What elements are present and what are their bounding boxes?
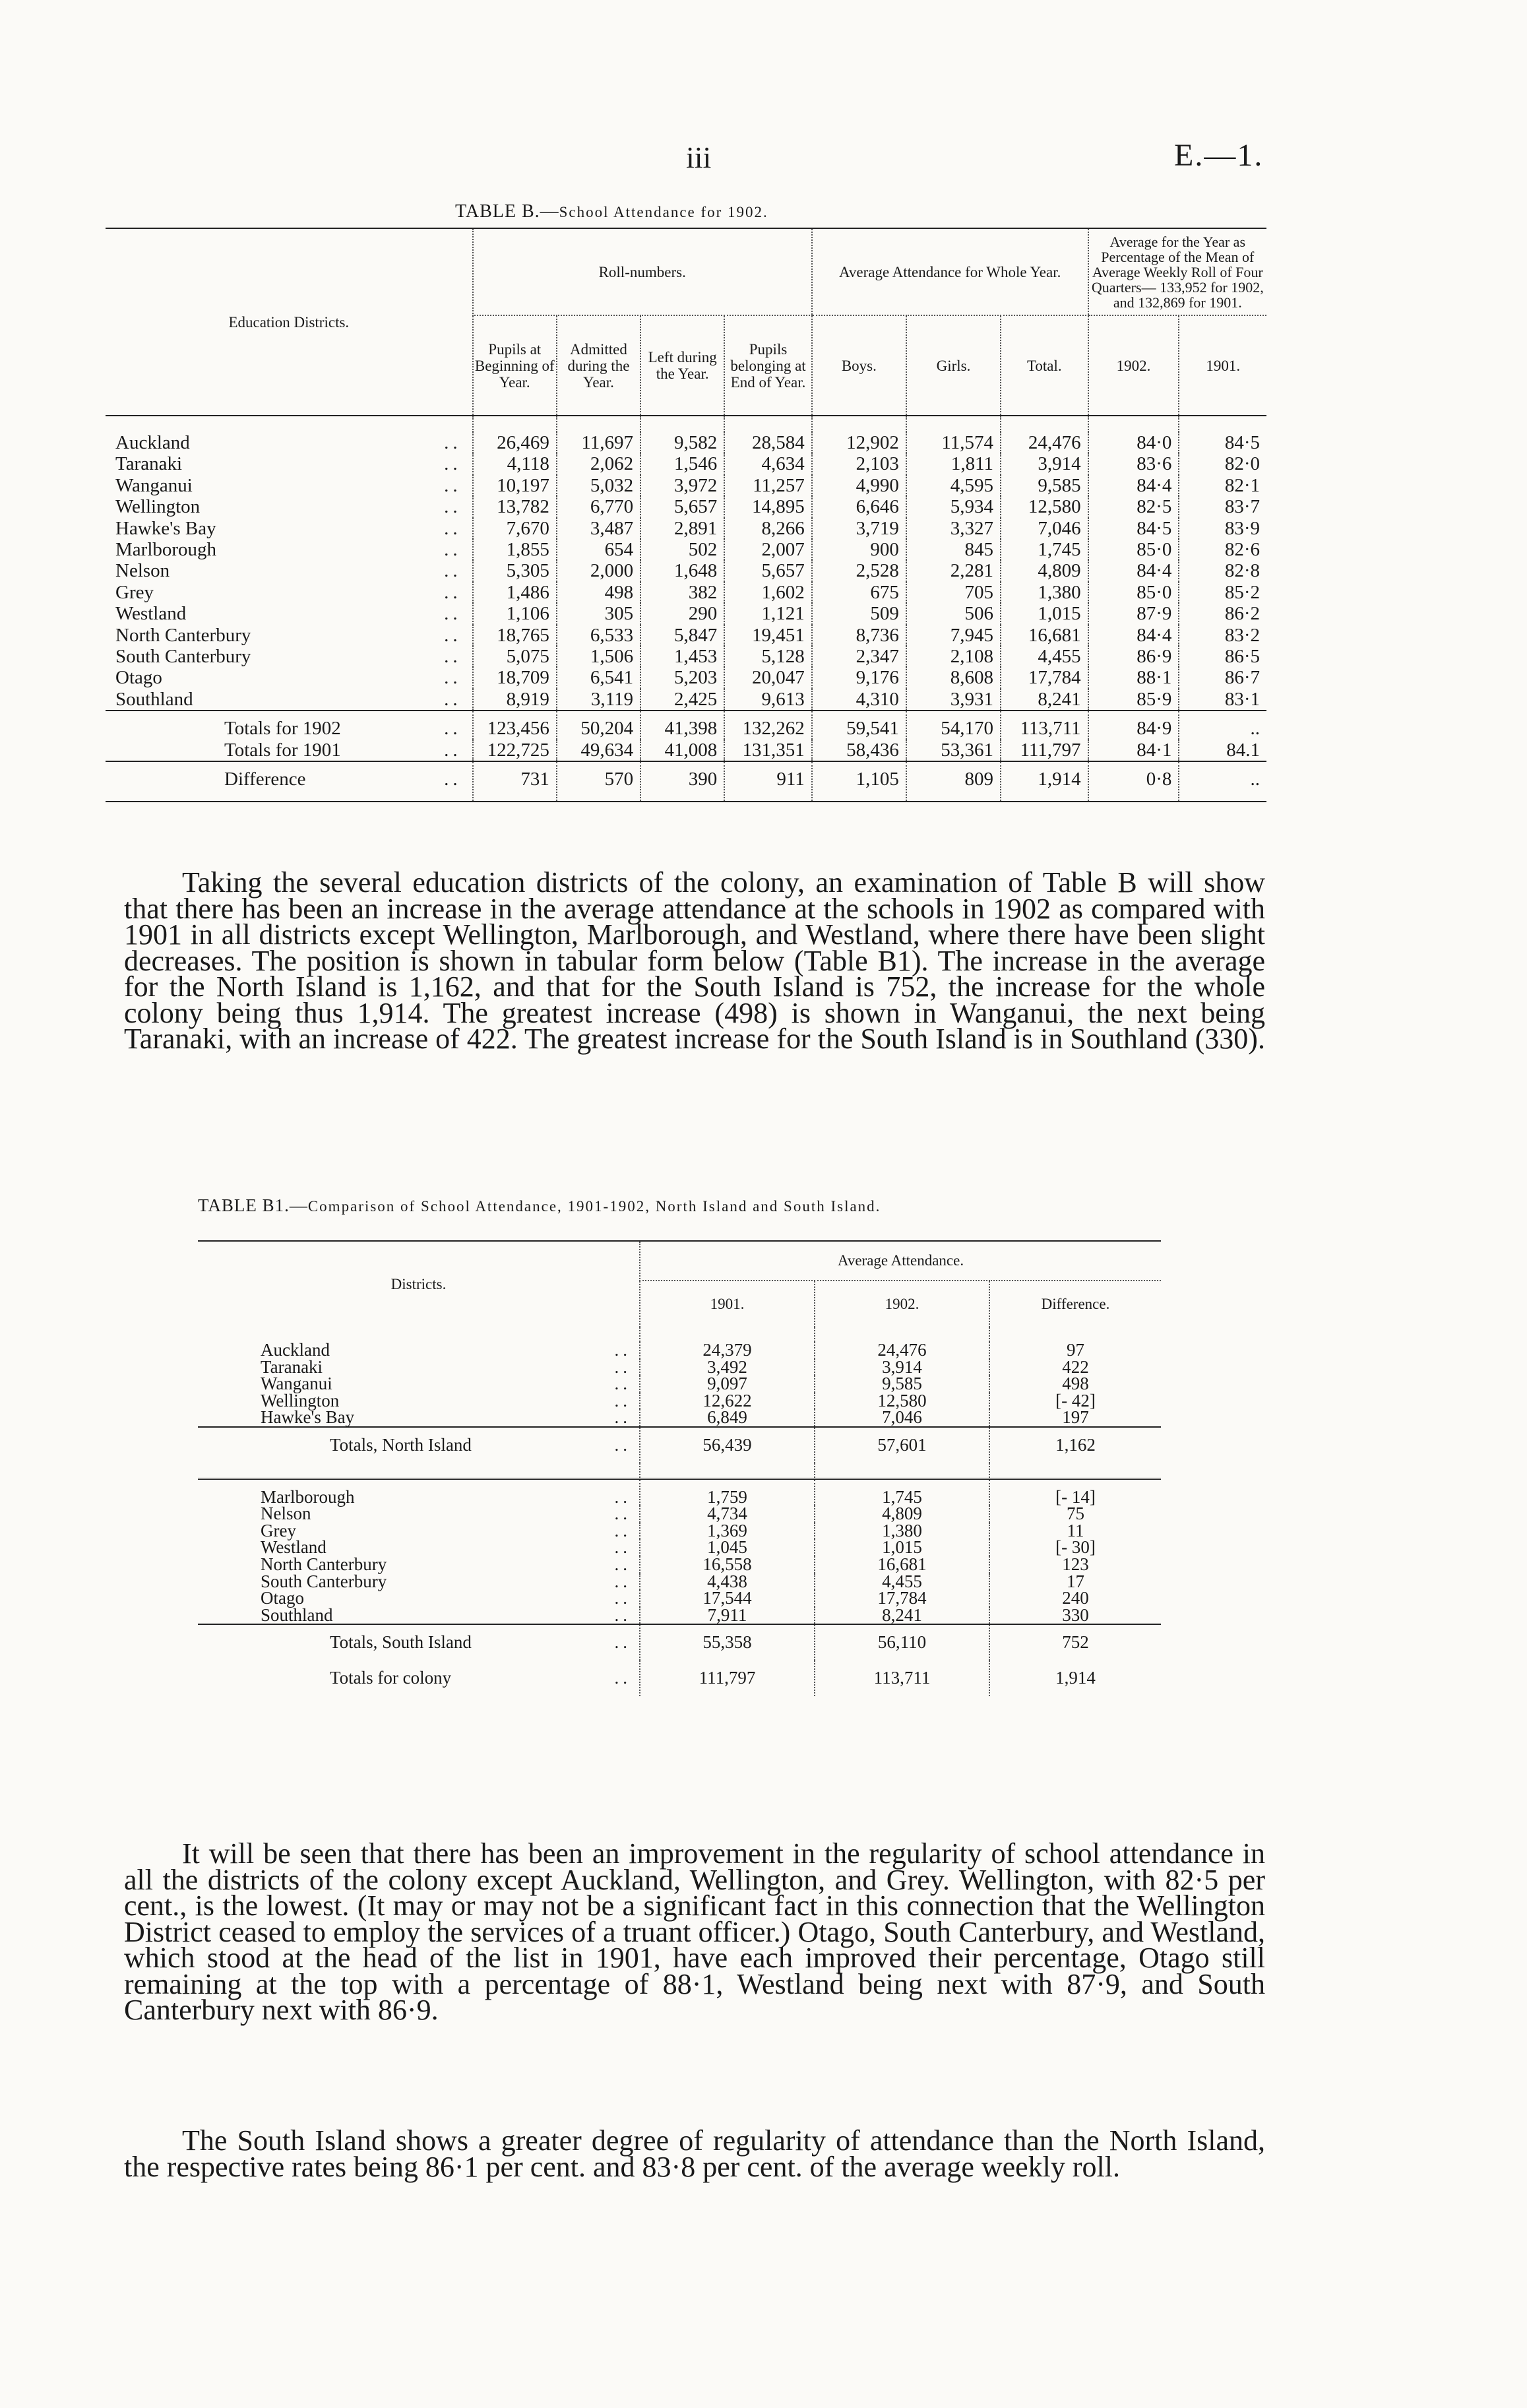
sub-header: Pupils belonging at End of Year. xyxy=(724,315,812,416)
table-cell: 1,486 xyxy=(473,582,557,603)
table-row xyxy=(106,475,1266,496)
table-row xyxy=(106,496,1266,517)
table-cell: 111,797 xyxy=(1001,740,1088,761)
table-cell: 4,809 xyxy=(1001,560,1088,581)
table-cell: 3,914 xyxy=(1001,453,1088,474)
district-name: Nelson .. xyxy=(115,560,462,582)
table-cell: 3,931 xyxy=(906,689,1001,711)
table-cell: 16,558 xyxy=(640,1556,815,1573)
table-cell: 123,456 xyxy=(473,711,557,739)
table-cell: 41,008 xyxy=(640,740,724,761)
district-name: Wanganui .. xyxy=(261,1374,631,1394)
table-cell: 28,584 xyxy=(724,432,812,453)
table-cell: 3,719 xyxy=(812,518,906,539)
table-cell: 86·7 xyxy=(1179,667,1266,688)
table-row xyxy=(106,689,1266,711)
table-cell: 1,745 xyxy=(815,1478,989,1505)
sub-header: Difference. xyxy=(989,1281,1161,1327)
table-cell: 97 xyxy=(989,1342,1161,1359)
table-cell: 84·4 xyxy=(1088,560,1179,581)
table-cell: 1,453 xyxy=(640,646,724,667)
table-row xyxy=(198,1624,1161,1661)
table-row xyxy=(106,432,1266,453)
district-name: Wanganui .. xyxy=(115,474,462,496)
table-cell: 12,622 xyxy=(640,1393,815,1410)
table-row xyxy=(106,603,1266,624)
table-row xyxy=(106,453,1266,474)
district-name: Totals, North Island .. xyxy=(198,1427,640,1463)
table-cell: 1,855 xyxy=(473,539,557,560)
table-cell: 16,681 xyxy=(1001,625,1088,646)
paragraph-3: The South Island shows a greater degree of regularity of attendance than the North Island, the respective rates being 86·1 per cent. and 83·8 per cent. of the average weekly roll. xyxy=(124,2124,1265,2183)
table-cell: 509 xyxy=(812,603,906,624)
table-cell: 75 xyxy=(989,1505,1161,1523)
table-cell: 24,379 xyxy=(640,1342,815,1359)
table-cell: 8,736 xyxy=(812,625,906,646)
table-cell: 845 xyxy=(906,539,1001,560)
avg-attendance-header: Average Attendance for Whole Year. xyxy=(812,228,1088,315)
table-row xyxy=(106,740,1266,761)
district-name: Totals, South Island .. xyxy=(198,1624,640,1661)
table-cell: 50,204 xyxy=(557,711,640,739)
district-name: Taranaki .. xyxy=(115,453,462,475)
table-cell: 9,613 xyxy=(724,689,812,711)
table-row xyxy=(106,539,1266,560)
table-row xyxy=(106,560,1266,581)
table-cell: 8,608 xyxy=(906,667,1001,688)
table-cell: 111,797 xyxy=(640,1661,815,1696)
district-name: Nelson .. xyxy=(261,1504,631,1524)
district-name: Otago .. xyxy=(115,667,462,689)
table-cell: 1,380 xyxy=(815,1523,989,1540)
table-cell: 1,602 xyxy=(724,582,812,603)
district-name: Marlborough .. xyxy=(198,1478,640,1505)
table-row xyxy=(106,711,1266,739)
sub-header: Pupils at Beginning of Year. xyxy=(473,315,557,416)
sub-header: Left during the Year. xyxy=(640,315,724,416)
table-cell: 82·6 xyxy=(1179,539,1266,560)
table-cell: 3,487 xyxy=(557,518,640,539)
table-cell: 1,914 xyxy=(1001,761,1088,801)
table-cell: 6,646 xyxy=(812,496,906,517)
table-cell: 9,097 xyxy=(640,1376,815,1393)
district-name: South Canterbury .. xyxy=(261,1571,631,1591)
table-cell: 570 xyxy=(557,761,640,801)
table-cell: 113,711 xyxy=(815,1661,989,1696)
table-cell: 4,118 xyxy=(473,453,557,474)
table-cell: 4,990 xyxy=(812,475,906,496)
table-cell: 11,697 xyxy=(557,432,640,453)
table-cell: 6,533 xyxy=(557,625,640,646)
table-cell: 5,128 xyxy=(724,646,812,667)
table-cell: 84·5 xyxy=(1179,432,1266,453)
district-name: Auckland .. xyxy=(115,432,462,453)
table-cell: 809 xyxy=(906,761,1001,801)
table-cell: 4,438 xyxy=(640,1573,815,1591)
table-cell: 4,455 xyxy=(1001,646,1088,667)
district-name: Southland .. xyxy=(115,688,462,710)
table-cell: 506 xyxy=(906,603,1001,624)
table-cell: 57,601 xyxy=(815,1427,989,1463)
table-cell: 4,809 xyxy=(815,1505,989,1523)
table-cell: 12,580 xyxy=(815,1393,989,1410)
table-cell: 55,358 xyxy=(640,1624,815,1661)
table-row xyxy=(106,625,1266,646)
district-name: Grey .. xyxy=(261,1520,631,1540)
district-name: North Canterbury .. xyxy=(115,624,462,646)
table-cell: 20,047 xyxy=(724,667,812,688)
table-cell: 1,162 xyxy=(989,1427,1161,1463)
table-cell: [- 42] xyxy=(989,1393,1161,1410)
table-cell: 2,103 xyxy=(812,453,906,474)
table-cell: 82·8 xyxy=(1179,560,1266,581)
table-cell: 18,765 xyxy=(473,625,557,646)
table-cell: 3,492 xyxy=(640,1359,815,1376)
table-cell: 1,369 xyxy=(640,1523,815,1540)
paragraph-1: Taking the several education districts of the colony, an examination of Table B will show that there has been an increase in the average attendance at the schools in 1902 as compared with 1901 in all districts except Wellington, Marlborough, and Westland, where there have been slight decreases. The position is shown in tabular form below (Table B1). The increase in the average for the North Island is 1,162, and that for the South Island is 752, the increase for the whole colony being thus 1,914. The greatest increase (498) is shown in Wanganui, the next being Taranaki, with an increase of 422. The greatest increase for the South Island is in Southland (330). xyxy=(124,866,1265,1055)
table-cell: 86·9 xyxy=(1088,646,1179,667)
table-cell: 1,506 xyxy=(557,646,640,667)
table-cell: 86·2 xyxy=(1179,603,1266,624)
table-cell: 1,914 xyxy=(989,1661,1161,1696)
table-cell: 59,541 xyxy=(812,711,906,739)
table-cell: 5,203 xyxy=(640,667,724,688)
sub-header: Girls. xyxy=(906,315,1001,416)
table-cell: 752 xyxy=(989,1624,1161,1661)
table-cell: 86·5 xyxy=(1179,646,1266,667)
table-cell: 54,170 xyxy=(906,711,1001,739)
table-cell: 5,657 xyxy=(640,496,724,517)
table-cell: 19,451 xyxy=(724,625,812,646)
table-cell: 56,439 xyxy=(640,1427,815,1463)
table-cell: [- 30] xyxy=(989,1539,1161,1556)
table-b1-caption: TABLE B1.—Comparison of School Attendance, 1901-1902, North Island and South Island. xyxy=(198,1195,881,1215)
district-name: Difference .. xyxy=(106,761,473,801)
district-name: Southland .. xyxy=(261,1604,631,1625)
district-name: North Canterbury .. xyxy=(261,1554,631,1574)
col-district-header: Districts. xyxy=(198,1241,640,1327)
table-cell: [- 14] xyxy=(989,1478,1161,1505)
table-cell: 9,585 xyxy=(815,1376,989,1393)
table-cell: 85·9 xyxy=(1088,689,1179,711)
table-cell: 2,007 xyxy=(724,539,812,560)
district-name: Wellington .. xyxy=(261,1390,631,1410)
table-cell: 84·5 xyxy=(1088,518,1179,539)
table-cell: 390 xyxy=(640,761,724,801)
table-cell: 18,709 xyxy=(473,667,557,688)
table-cell: 5,657 xyxy=(724,560,812,581)
table-cell: 4,595 xyxy=(906,475,1001,496)
table-cell: 1,015 xyxy=(815,1539,989,1556)
table-cell: 11 xyxy=(989,1523,1161,1540)
table-cell: 85·0 xyxy=(1088,582,1179,603)
table-cell: 1,648 xyxy=(640,560,724,581)
table-cell: 26,469 xyxy=(473,432,557,453)
table-cell: 675 xyxy=(812,582,906,603)
table-cell: .. xyxy=(1179,711,1266,739)
table-cell: 84·9 xyxy=(1088,711,1179,739)
table-b1-body xyxy=(198,1327,1161,1696)
district-name: Otago .. xyxy=(261,1588,631,1608)
table-cell: 7,046 xyxy=(1001,518,1088,539)
table-cell: 8,919 xyxy=(473,689,557,711)
table-cell: 84.1 xyxy=(1179,740,1266,761)
table-cell: 4,634 xyxy=(724,453,812,474)
table-cell: 2,108 xyxy=(906,646,1001,667)
table-cell: 84·0 xyxy=(1088,432,1179,453)
table-cell: 3,914 xyxy=(815,1359,989,1376)
table-cell: 113,711 xyxy=(1001,711,1088,739)
table-cell: 56,110 xyxy=(815,1624,989,1661)
table-cell: 132,262 xyxy=(724,711,812,739)
table-cell: 85·0 xyxy=(1088,539,1179,560)
district-name: Totals for 1901 .. xyxy=(224,739,462,761)
table-cell: 2,891 xyxy=(640,518,724,539)
table-cell: 2,528 xyxy=(812,560,906,581)
table-cell: 5,305 xyxy=(473,560,557,581)
table-cell: 240 xyxy=(989,1590,1161,1607)
district-name: Wellington .. xyxy=(115,496,462,518)
table-cell: 2,062 xyxy=(557,453,640,474)
district-name: Hawke's Bay .. xyxy=(261,1407,631,1428)
page-number: iii xyxy=(686,141,712,174)
table-cell: 84·4 xyxy=(1088,475,1179,496)
table-cell: 2,281 xyxy=(906,560,1001,581)
district-name: Grey .. xyxy=(115,581,462,603)
table-cell: 3,972 xyxy=(640,475,724,496)
table-cell: 83·6 xyxy=(1088,453,1179,474)
table-cell: 83·9 xyxy=(1179,518,1266,539)
table-cell: 24,476 xyxy=(815,1342,989,1359)
table-cell: 6,849 xyxy=(640,1409,815,1427)
table-cell: 7,046 xyxy=(815,1409,989,1427)
district-name: Westland .. xyxy=(115,603,462,625)
table-cell: 83·1 xyxy=(1179,689,1266,711)
col-district-header: Education Districts. xyxy=(106,228,473,416)
table-row xyxy=(198,1376,1161,1393)
table-cell: 17,784 xyxy=(1001,667,1088,688)
district-name: Totals for 1902 .. xyxy=(106,711,473,739)
table-cell: 654 xyxy=(557,539,640,560)
district-name: Auckland .. xyxy=(261,1340,631,1360)
table-row xyxy=(198,1359,1161,1376)
table-row xyxy=(198,1661,1161,1696)
table-row xyxy=(198,1573,1161,1591)
table-cell: 13,782 xyxy=(473,496,557,517)
district-name: Marlborough .. xyxy=(115,539,462,561)
table-cell: 53,361 xyxy=(906,740,1001,761)
table-cell: 9,585 xyxy=(1001,475,1088,496)
table-row xyxy=(198,1523,1161,1540)
table-b-caption: TABLE B.—School Attendance for 1902. xyxy=(455,201,768,222)
sub-header: 1902. xyxy=(815,1281,989,1327)
table-cell: 5,847 xyxy=(640,625,724,646)
district-name: Taranaki .. xyxy=(261,1356,631,1377)
table-cell: 1,745 xyxy=(1001,539,1088,560)
table-cell: 9,582 xyxy=(640,432,724,453)
table-cell: 498 xyxy=(989,1376,1161,1393)
table-cell: 502 xyxy=(640,539,724,560)
table-cell: 1,759 xyxy=(640,1478,815,1505)
table-cell: 58,436 xyxy=(812,740,906,761)
table-cell: 1,380 xyxy=(1001,582,1088,603)
table-cell: 0·8 xyxy=(1088,761,1179,801)
table-cell: 2,000 xyxy=(557,560,640,581)
table-row xyxy=(106,646,1266,667)
district-name: South Canterbury .. xyxy=(115,646,462,668)
table-cell: 1,106 xyxy=(473,603,557,624)
table-cell: 2,425 xyxy=(640,689,724,711)
table-cell: 24,476 xyxy=(1001,432,1088,453)
table-cell: 14,895 xyxy=(724,496,812,517)
table-cell: 1,045 xyxy=(640,1539,815,1556)
table-cell: 290 xyxy=(640,603,724,624)
sub-header: Admitted during the Year. xyxy=(557,315,640,416)
table-cell: 7,670 xyxy=(473,518,557,539)
table-cell: 12,902 xyxy=(812,432,906,453)
district-name: Hawke's Bay .. xyxy=(115,517,462,539)
district-name: Totals for colony .. xyxy=(330,1667,631,1688)
table-row xyxy=(198,1590,1161,1607)
document-code: E.—1. xyxy=(1174,138,1264,173)
table-cell: 17 xyxy=(989,1573,1161,1591)
table-row xyxy=(198,1342,1161,1359)
table-row xyxy=(106,582,1266,603)
table-row xyxy=(106,518,1266,539)
table-cell: 5,075 xyxy=(473,646,557,667)
sub-header: 1901. xyxy=(1179,315,1266,416)
table-cell: 197 xyxy=(989,1409,1161,1427)
table-cell: 17,784 xyxy=(815,1590,989,1607)
table-cell: 498 xyxy=(557,582,640,603)
table-cell: 5,934 xyxy=(906,496,1001,517)
table-cell: 330 xyxy=(989,1607,1161,1625)
table-cell: 8,241 xyxy=(815,1607,989,1625)
table-cell: 17,544 xyxy=(640,1590,815,1607)
avg-attendance-header: Average Attendance. xyxy=(640,1241,1161,1281)
table-cell: 1,811 xyxy=(906,453,1001,474)
table-cell: 1,105 xyxy=(812,761,906,801)
sub-header: 1901. xyxy=(640,1281,815,1327)
table-cell: 7,945 xyxy=(906,625,1001,646)
table-b-body xyxy=(106,416,1266,802)
table-cell: 6,541 xyxy=(557,667,640,688)
table-cell: 8,241 xyxy=(1001,689,1088,711)
table-cell: 85·2 xyxy=(1179,582,1266,603)
table-row xyxy=(106,761,1266,801)
table-cell: 84·1 xyxy=(1088,740,1179,761)
table-cell: 1,546 xyxy=(640,453,724,474)
table-cell: 16,681 xyxy=(815,1556,989,1573)
table-cell: 5,032 xyxy=(557,475,640,496)
table-cell: 123 xyxy=(989,1556,1161,1573)
table-cell: 731 xyxy=(473,761,557,801)
table-cell: 3,327 xyxy=(906,518,1001,539)
table-cell: 7,911 xyxy=(640,1607,815,1625)
table-cell: 88·1 xyxy=(1088,667,1179,688)
table-row xyxy=(198,1478,1161,1505)
table-row xyxy=(198,1427,1161,1463)
table-cell: 4,310 xyxy=(812,689,906,711)
table-cell: 83·2 xyxy=(1179,625,1266,646)
table-cell: 131,351 xyxy=(724,740,812,761)
table-cell: 11,574 xyxy=(906,432,1001,453)
table-cell: 4,455 xyxy=(815,1573,989,1591)
roll-numbers-header: Roll-numbers. xyxy=(473,228,812,315)
table-cell: 1,015 xyxy=(1001,603,1088,624)
sub-header: 1902. xyxy=(1088,315,1179,416)
table-cell: 382 xyxy=(640,582,724,603)
percentage-header: Average for the Year as Percentage of the Mean of Average Weekly Roll of Four Quarters— 133,952 for 1902, and 132,869 for 1901. xyxy=(1088,228,1266,315)
table-cell: 1,121 xyxy=(724,603,812,624)
table-cell: 11,257 xyxy=(724,475,812,496)
table-row xyxy=(198,1505,1161,1523)
table-cell: 83·7 xyxy=(1179,496,1266,517)
table-cell: 87·9 xyxy=(1088,603,1179,624)
table-cell: 9,176 xyxy=(812,667,906,688)
table-row xyxy=(198,1607,1161,1625)
table-cell: 8,266 xyxy=(724,518,812,539)
sub-header: Total. xyxy=(1001,315,1088,416)
table-cell: 422 xyxy=(989,1359,1161,1376)
table-cell: 10,197 xyxy=(473,475,557,496)
table-cell: 4,734 xyxy=(640,1505,815,1523)
table-cell: 12,580 xyxy=(1001,496,1088,517)
table-cell: 49,634 xyxy=(557,740,640,761)
table-cell: 82·5 xyxy=(1088,496,1179,517)
table-b1 xyxy=(198,1240,1161,1696)
table-cell: 6,770 xyxy=(557,496,640,517)
table-row xyxy=(198,1409,1161,1427)
table-cell: 82·1 xyxy=(1179,475,1266,496)
table-cell: 82·0 xyxy=(1179,453,1266,474)
paragraph-2: It will be seen that there has been an improvement in the regularity of school attendance in all the districts of the colony except Auckland, Wellington, and Grey. Wellington, with 82·5 per cent., is the lowest. (It may or may not be a significant fact in this connection that the Wellington District ceased to employ the services of a truant officer.) Otago, South Canterbury, and Westland, which stood at the head of the list in 1901, have each improved their percentage, Otago still remaining at the top with a percentage of 88·1, Westland being next with 87·9, and South Canterbury next with 86·9. xyxy=(124,1837,1265,2026)
table-cell: 122,725 xyxy=(473,740,557,761)
table-b xyxy=(106,228,1266,802)
table-row xyxy=(106,667,1266,688)
sub-header: Boys. xyxy=(812,315,906,416)
table-cell: 3,119 xyxy=(557,689,640,711)
table-cell: 2,347 xyxy=(812,646,906,667)
table-cell: 305 xyxy=(557,603,640,624)
table-cell: 900 xyxy=(812,539,906,560)
district-name: Westland .. xyxy=(261,1537,631,1558)
table-cell: .. xyxy=(1179,761,1266,801)
table-cell: 84·4 xyxy=(1088,625,1179,646)
table-cell: 705 xyxy=(906,582,1001,603)
table-cell: 911 xyxy=(724,761,812,801)
table-cell: 41,398 xyxy=(640,711,724,739)
